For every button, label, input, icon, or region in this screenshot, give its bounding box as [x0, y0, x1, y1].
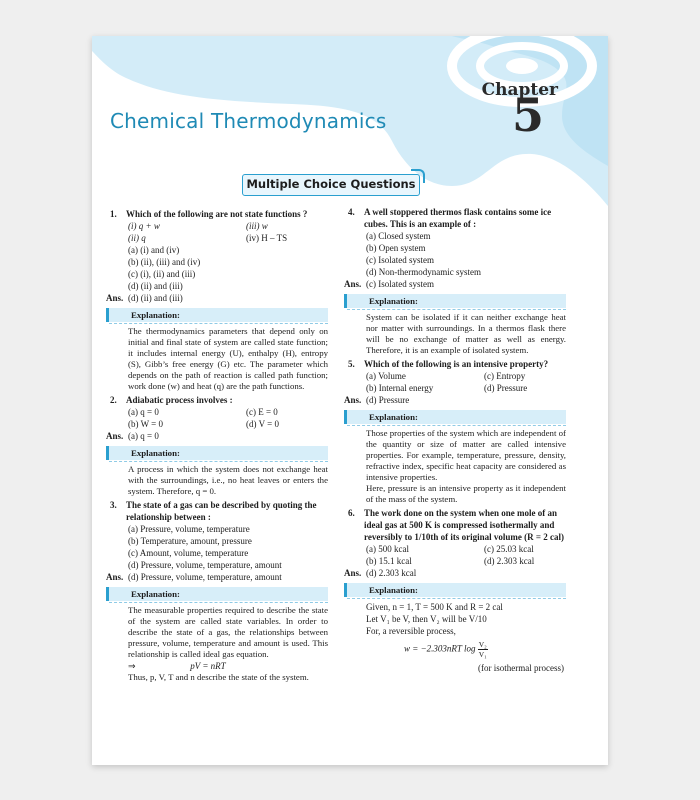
page: [92, 36, 608, 765]
explanation-5: Those properties of the system which are independent of the quantity or size of matter are called intensive properties. For example, temperature, pressure, density, refractive index, specific heat capacity are considered as intensive properties.: [366, 428, 566, 482]
explanation-header: Explanation:: [344, 410, 566, 424]
volume-fraction: [478, 640, 488, 659]
ideal-gas-equation: [106, 660, 328, 672]
choice: (b) Temperature, amount, pressure: [128, 536, 252, 546]
question-number: 4.: [348, 207, 355, 217]
question-text: A well stoppered thermos flask contains some ice cubes. This is an example of :: [364, 207, 552, 229]
given-line: Given, n = 1, T = 500 K and R = 2 cal: [366, 602, 503, 612]
right-column: [344, 204, 566, 674]
equation-text: pV = nRT: [190, 661, 226, 671]
choice: (a) Closed system: [366, 231, 431, 241]
choice: (b) Open system: [366, 243, 426, 253]
question-5: [344, 358, 566, 370]
answer-text: (d) (ii) and (iii): [128, 293, 183, 303]
answer-label: Ans.: [344, 568, 362, 578]
answer-text: (d) Pressure, volume, temperature, amount: [128, 572, 282, 582]
question-4: [344, 206, 566, 230]
answer-text: (d) Pressure: [366, 395, 410, 405]
answer-5: [344, 394, 566, 406]
question-text: Which of the following is an intensive property?: [364, 359, 549, 369]
choice: (a) Pressure, volume, temperature: [128, 524, 250, 534]
explanation-4: System can be isolated if it can neither exchange heat nor matter with surroundings. In a thermos flask there will be no exchange of matter as well as energy. Therefore, it is an example of isolated system.: [366, 312, 566, 355]
answer-6: [344, 567, 566, 579]
let-line: Let V₁ be V, then V₂ will be V/10: [366, 614, 487, 624]
question-6-choices: [344, 543, 566, 567]
choice: (a) q = 0: [128, 407, 159, 417]
explanation-5-extra: Here, pressure is an intensive property as it independent of the mass of the system.: [366, 483, 566, 504]
choice: (d) Non-thermodynamic system: [366, 267, 481, 277]
question-text: Which of the following are not state functions ?: [126, 209, 308, 219]
term: (i) q + w: [128, 221, 160, 231]
explanation-header: Explanation:: [106, 308, 328, 322]
chapter-number: 5: [511, 88, 544, 142]
question-number: 2.: [110, 395, 117, 405]
choice: (b) 15.1 kcal: [366, 556, 412, 566]
answer-label: Ans.: [106, 572, 124, 582]
section-banner: Multiple Choice Questions: [242, 174, 420, 196]
explanation-3: The measurable properties required to describe the state of the system are called state variables. In order to describe the state of a gas, the relationships between pressure, volume, temperature and amount is used. This relationship is called ideal gas equation.: [128, 605, 328, 659]
question-5-choices: [344, 370, 566, 394]
choice: (b) Internal energy: [366, 383, 434, 393]
explanation-1: The thermodynamics parameters that depend only on initial and final state of system are called state function; it includes internal energy (U), enthalpy (H), entropy (S), Gibb’s free energy (G) etc. The parameter which depends on the path of reaction is called path function; work done (w) and heat (q) are the path functions.: [128, 326, 328, 391]
question-text: Adiabatic process involves :: [126, 395, 233, 405]
term: (iii) w: [246, 221, 268, 231]
answer-label: Ans.: [344, 395, 362, 405]
fraction-numerator: V₂: [478, 640, 487, 649]
term: (iv) H – TS: [246, 233, 288, 243]
answer-3: [106, 571, 328, 583]
answer-4: [344, 278, 566, 290]
explanation-3-closing: Thus, p, V, T and n describe the state of the system.: [128, 672, 309, 682]
answer-1: [106, 292, 328, 304]
answer-2: [106, 430, 328, 442]
choice: (c) 25.03 kcal: [484, 544, 534, 554]
choice: (b) (ii), (iii) and (iv): [128, 257, 201, 267]
question-3-choices: [106, 523, 328, 571]
answer-text: (d) 2.303 kcal: [366, 568, 417, 578]
question-1: [106, 208, 328, 220]
choice: (d) 2.303 kcal: [484, 556, 535, 566]
question-text: The state of a gas can be described by quoting the relationship between :: [126, 500, 317, 522]
explanation-header: Explanation:: [106, 446, 328, 460]
choice: (c) E = 0: [246, 407, 278, 417]
question-2: [106, 394, 328, 406]
left-column: [106, 206, 328, 683]
choice: (d) V = 0: [246, 419, 279, 429]
choice: (a) 500 kcal: [366, 544, 409, 554]
explanation-header: Explanation:: [106, 587, 328, 601]
choice: (c) Entropy: [484, 371, 526, 381]
question-number: 3.: [110, 500, 117, 510]
question-2-choices: [106, 406, 328, 430]
formula-lhs: w = −2.303nRT log: [404, 643, 476, 654]
choice: (a) Volume: [366, 371, 406, 381]
choice: (c) (i), (ii) and (iii): [128, 269, 196, 279]
isothermal-note: (for isothermal process): [478, 663, 564, 673]
chapter-label: Chapter: [481, 80, 558, 100]
answer-label: Ans.: [106, 293, 124, 303]
answer-text: (c) Isolated system: [366, 279, 434, 289]
answer-label: Ans.: [344, 279, 362, 289]
choice: (a) (i) and (iv): [128, 245, 180, 255]
question-1-choices: [106, 244, 328, 292]
question-3: [106, 499, 328, 523]
question-number: 5.: [348, 359, 355, 369]
implies-arrow: ⇒: [128, 661, 136, 671]
page-title: Chemical Thermodynamics: [110, 109, 387, 133]
question-6: [344, 507, 566, 543]
question-1-terms: [106, 220, 328, 244]
answer-label: Ans.: [106, 431, 124, 441]
explanation-2: A process in which the system does not exchange heat with the surroundings, i.e., no heat leaves or enters the system. Therefore, q = 0.: [128, 464, 328, 496]
choice: (d) Pressure, volume, temperature, amount: [128, 560, 282, 570]
question-number: 6.: [348, 508, 355, 518]
question-4-choices: [344, 230, 566, 278]
choice: (c) Amount, volume, temperature: [128, 548, 249, 558]
choice: (c) Isolated system: [366, 255, 434, 265]
work-formula: [344, 640, 566, 659]
process-line: For, a reversible process,: [366, 626, 456, 636]
explanation-header: Explanation:: [344, 294, 566, 308]
answer-text: (a) q = 0: [128, 431, 159, 441]
question-text: The work done on the system when one mole of an ideal gas at 500 K is compressed isothermally and reversibly to 1/10th of its original volume (R = 2 cal): [364, 508, 564, 542]
choice: (d) Pressure: [484, 383, 528, 393]
explanation-header: Explanation:: [344, 583, 566, 597]
choice: (b) W = 0: [128, 419, 163, 429]
question-number: 1.: [110, 209, 117, 219]
choice: (d) (ii) and (iii): [128, 281, 183, 291]
term: (ii) q: [128, 233, 146, 243]
fraction-denominator: V₁: [478, 650, 487, 659]
